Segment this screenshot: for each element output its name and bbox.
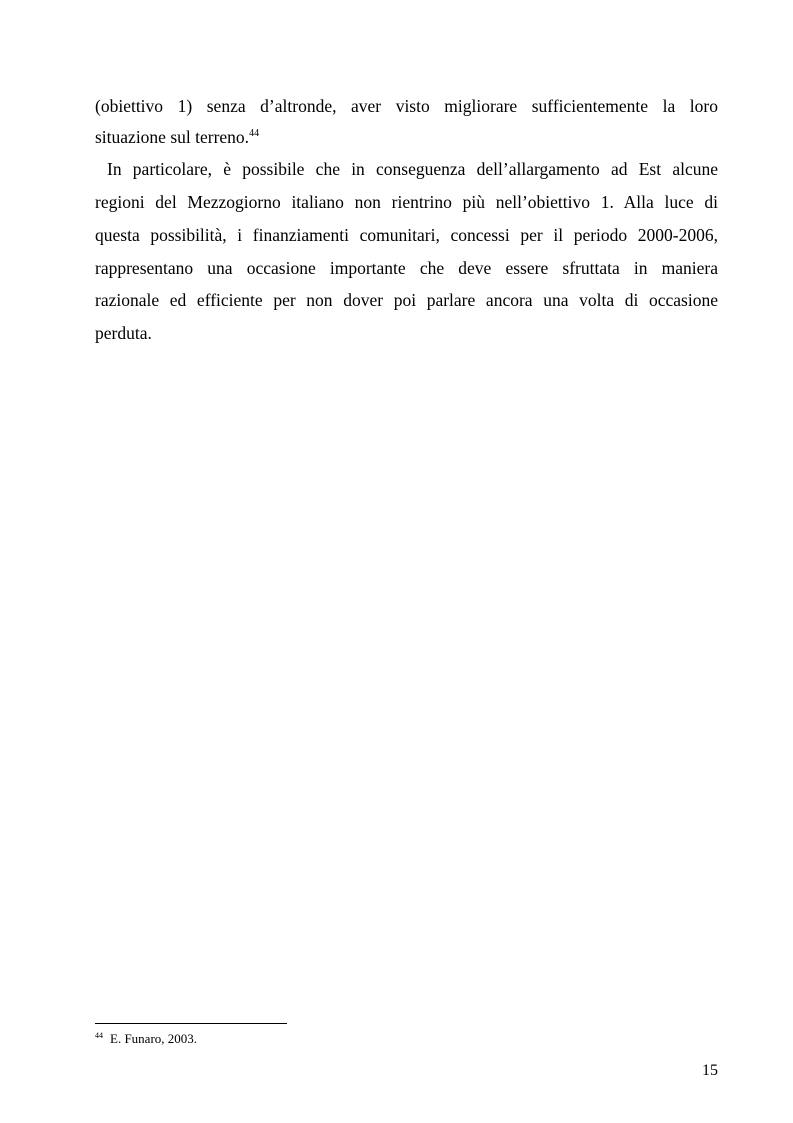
footnote xyxy=(95,1031,197,1047)
paragraph-2-line-2: regioni del Mezzogiorno italiano non rientrino più nell’obiettivo 1. Alla luce di xyxy=(95,192,718,212)
footnote-reference: 44 xyxy=(249,128,260,139)
paragraph-2-line-1: In particolare, è possibile che in conseguenza dell’allargamento ad Est alcune xyxy=(107,159,718,179)
paragraph-2-line-6: perduta. xyxy=(95,323,152,343)
footnote-number: 44 xyxy=(95,1031,103,1040)
paragraph-1-line-2-text: situazione sul terreno. xyxy=(95,127,250,147)
paragraph-1-line-1: (obiettivo 1) senza d’altronde, aver visto migliorare sufficientemente la loro xyxy=(95,96,718,116)
paragraph-1-line-2 xyxy=(95,127,718,147)
paragraph-2-line-5: razionale ed efficiente per non dover poi parlare ancora una volta di occasione xyxy=(95,290,718,310)
paragraph-2-line-3: questa possibilità, i finanziamenti comunitari, concessi per il periodo 2000-2006, xyxy=(95,225,718,245)
page-number: 15 xyxy=(702,1062,718,1079)
footnote-separator xyxy=(95,1023,287,1024)
paragraph-2-line-4: rappresentano una occasione importante che deve essere sfruttata in maniera xyxy=(95,258,718,278)
footnote-text: E. Funaro, 2003. xyxy=(110,1031,198,1046)
